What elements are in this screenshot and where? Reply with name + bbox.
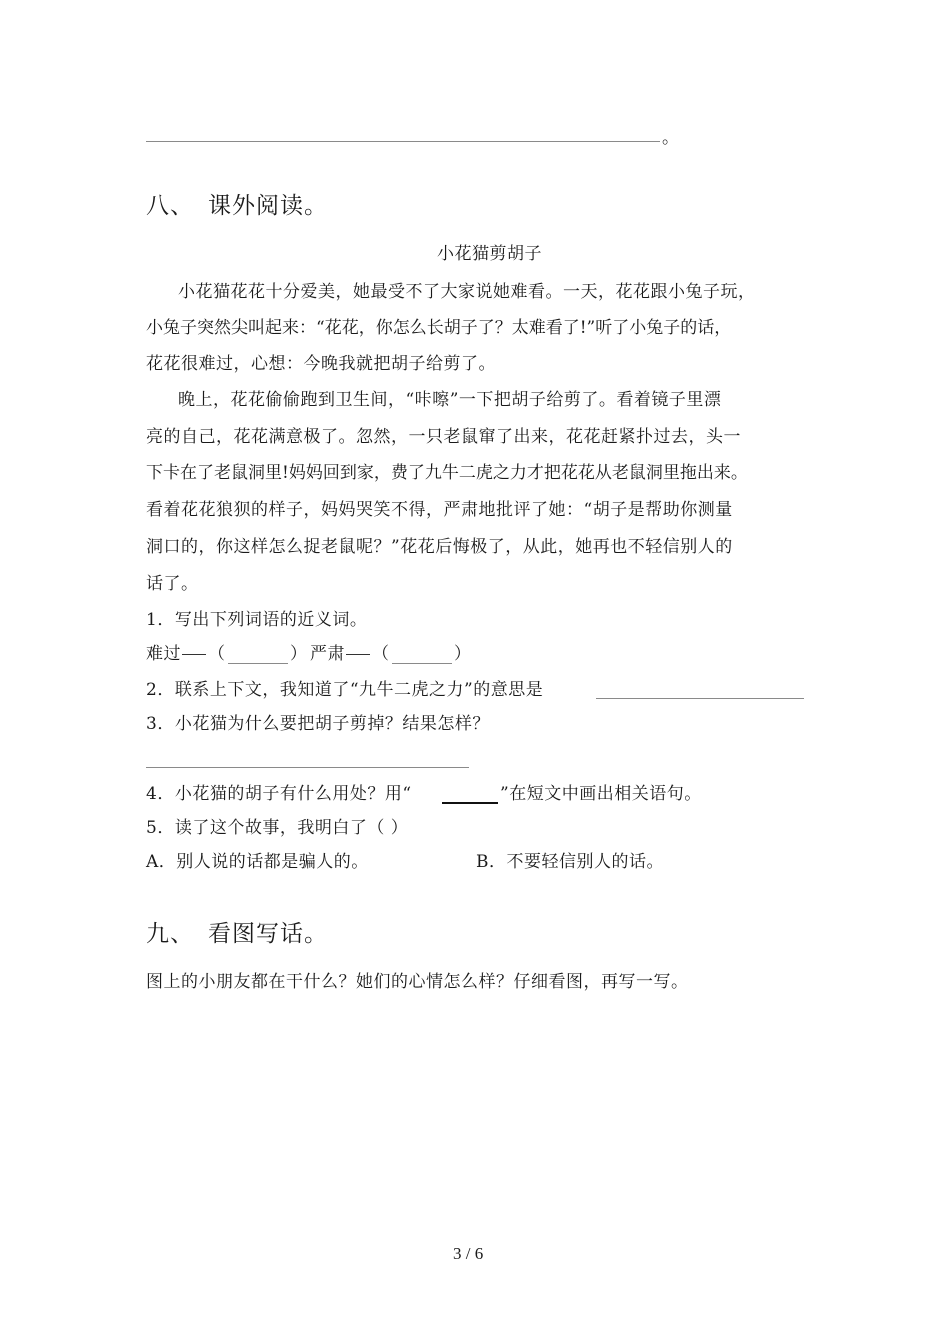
dash [182,654,206,655]
question-4-part-1: 4．小花猫的胡子有什么用处？用“ [146,784,412,804]
paragraph-line: 晚上，花花偷偷跑到卫生间，“咔嚓”一下把胡子给剪了。看着镜子里漂 [178,390,722,410]
paragraph-line: 下卡在了老鼠洞里!妈妈回到家，费了九牛二虎之力才把花花从老鼠洞里拖出来。 [146,463,748,483]
paragraph-line: 亮的自己，花花满意极了。忽然，一只老鼠窜了出来，花花赶紧扑过去，头一 [146,427,741,447]
section-8-title: 课外阅读。 [208,193,328,219]
paragraph-line: 小花猫花花十分爱美，她最受不了大家说她难看。一天，花花跟小兔子玩， [178,282,756,302]
answer-blank[interactable] [392,663,452,664]
section-9-number: 九、 [146,921,194,947]
word-2: 严肃 [310,644,345,664]
story-title: 小花猫剪胡子 [437,244,542,264]
paragraph-line: 洞口的，你这样怎么捉老鼠呢？”花花后悔极了，从此，她再也不轻信别人的 [146,537,733,557]
close-paren: ） [454,644,472,664]
question-1: 1．写出下列词语的近义词。 [146,610,368,630]
question-5: 5．读了这个故事，我明白了（ ） [146,818,409,838]
question-4-part-2: ”在短文中画出相关语句。 [500,784,702,804]
answer-line [146,141,660,142]
paragraph-line: 小兔子突然尖叫起来：“花花，你怎么长胡子了？太难看了!”听了小兔子的话， [146,318,732,338]
question-3: 3．小花猫为什么要把胡子剪掉？结果怎样？ [146,714,490,734]
paragraph-line: 看着花花狼狈的样子，妈妈哭笑不得，严肃地批评了她：“胡子是帮助你测量 [146,500,733,520]
open-paren: （ [208,644,226,664]
section-8-number: 八、 [146,193,194,219]
answer-blank[interactable] [596,698,804,699]
underline-sample [442,802,498,804]
line-end-period: 。 [662,128,680,148]
close-paren: ） [290,644,308,664]
option-b[interactable]: B．不要轻信别人的话。 [476,852,664,872]
section-9-prompt: 图上的小朋友都在干什么？她们的心情怎么样？仔细看图，再写一写。 [146,972,689,992]
option-a[interactable]: A．别人说的话都是骗人的。 [146,852,369,872]
answer-line[interactable] [146,767,469,768]
page-number: 3 / 6 [453,1244,484,1263]
section-9-title: 看图写话。 [208,921,328,947]
paragraph-line: 花花很难过，心想：今晚我就把胡子给剪了。 [146,354,496,374]
dash [346,654,370,655]
question-2: 2．联系上下文，我知道了“九牛二虎之力”的意思是 [146,680,544,700]
open-paren: （ [372,644,390,664]
answer-blank[interactable] [228,663,288,664]
paragraph-line: 话了。 [146,574,199,594]
word-1: 难过 [146,644,181,664]
